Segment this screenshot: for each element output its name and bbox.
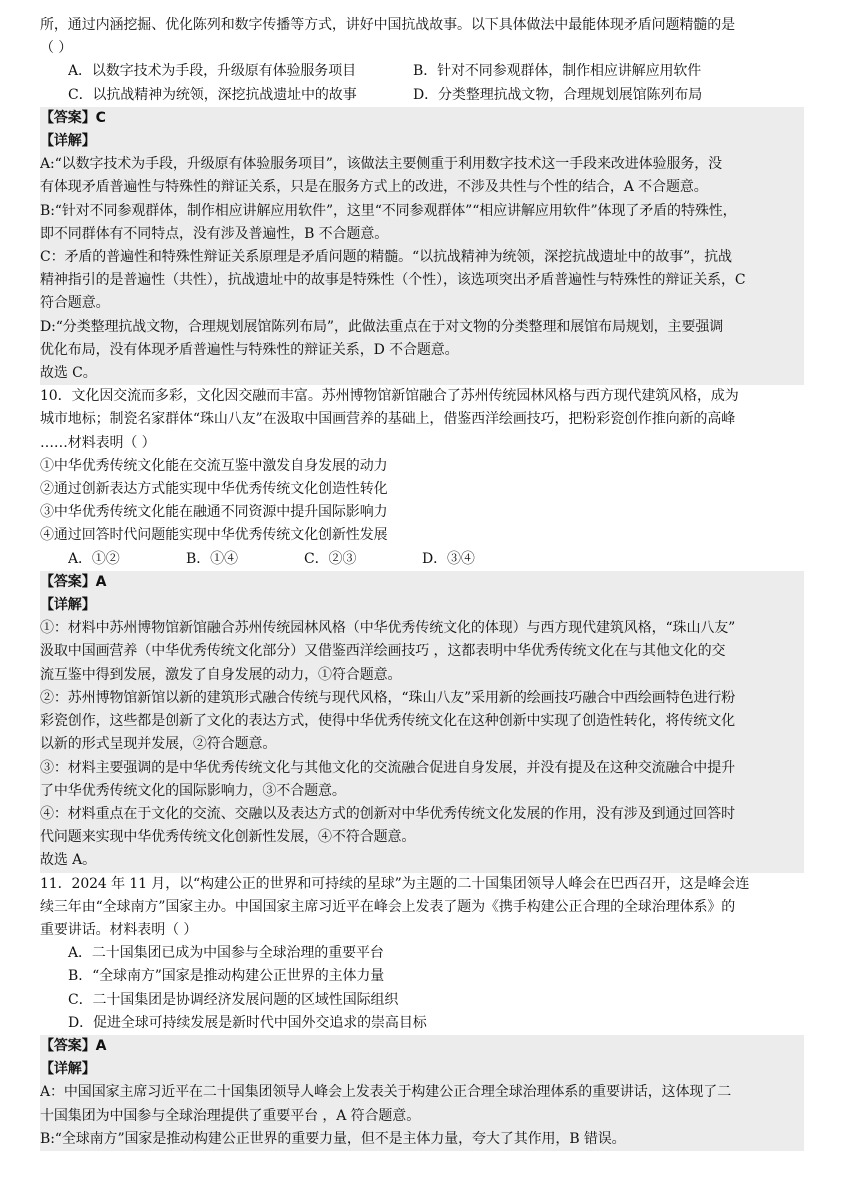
- q9-explanation-line: 符合题意。: [40, 295, 110, 312]
- q9-options-row: [40, 60, 804, 83]
- q10-explanation-line: 汲取中国画营养（中华优秀传统文化部分）又借鉴西洋绘画技巧 ，这都表明中华优秀传统文化在与其他文化的交: [40, 643, 726, 660]
- q10-statement-1: ①中华优秀传统文化能在交流互鉴中激发自身发展的动力: [40, 457, 388, 474]
- q11-option-d: D．促进全球可持续发展是新时代中国外交追求的崇高目标: [68, 1014, 427, 1031]
- q11-answer-section: [40, 1035, 804, 1151]
- q10-detail-label: 【详解】: [40, 597, 96, 614]
- q9-option-c: C．以抗战精神为统领，深挖抗战遗址中的故事: [68, 86, 357, 103]
- q10-explanation-line: 流互鉴中得到发展，激发了自身发展的动力，①符合题意。: [40, 666, 402, 683]
- q9-explanation-line: D:“分类整理抗战文物，合理规划展馆陈列布局”，此做法重点在于对文物的分类整理和展馆布局规划，主要强调: [40, 318, 724, 335]
- q9-detail-label: 【详解】: [40, 133, 96, 150]
- q10-explanation-line: 以新的形式呈现并发展，②符合题意。: [40, 736, 277, 753]
- q10-option-c: C．②③: [304, 550, 357, 567]
- q10-explanation-line: ①：材料中苏州博物馆新馆融合苏州传统园林风格（中华优秀传统文化的体现）与西方现代建筑风格，“珠山八友”: [40, 620, 736, 637]
- q11-option-c: C．二十国集团是协调经济发展问题的区域性国际组织: [68, 991, 399, 1008]
- q11-answer: 【答案】A: [40, 1037, 107, 1054]
- q10-explanation-line: 了中华优秀传统文化的国际影响力，③不合题意。: [40, 782, 346, 799]
- q11-option-a: A．二十国集团已成为中国参与全球治理的重要平台: [68, 945, 384, 962]
- q10-explanation-line: ②：苏州博物馆新馆以新的建筑形式融合传统与现代风格，“珠山八友”采用新的绘画技巧融合中西绘画特色进行粉: [40, 689, 736, 706]
- q9-explanation-line: 有体现矛盾普遍性与特殊性的辩证关系，只是在服务方式上的改进，不涉及共性与个性的结合，A 不合题意。: [40, 179, 708, 196]
- document-page: [40, 14, 804, 1151]
- q9-conclusion: 故选 C。: [40, 365, 97, 382]
- q11-block: [40, 873, 804, 1151]
- q9-explanation-line: 精神指引的是普遍性（共性），抗战遗址中的故事是特殊性（个性），该选项突出矛盾普遍性与特殊性的辩证关系，C: [40, 272, 746, 289]
- q10-stem-line: ……材料表明（ ）: [40, 434, 156, 451]
- q9-explanation-line: C：矛盾的普遍性和特殊性辩证关系原理是矛盾问题的精髓。“以抗战精神为统领，深挖抗战遗址中的故事”，抗战: [40, 249, 732, 266]
- q10-block: [40, 385, 804, 872]
- q9-explanation-line: 优化布局，没有体现矛盾普遍性与特殊性的辩证关系，D 不合题意。: [40, 341, 459, 358]
- q11-explanation-line: 十国集团为中国参与全球治理提供了重要平台 ，A 符合题意。: [40, 1107, 421, 1124]
- q9-option-d: D．分类整理抗战文物，合理规划展馆陈列布局: [413, 86, 703, 103]
- q9-explanation-line: 即不同群体有不同特点，没有涉及普遍性，B 不合题意。: [40, 225, 389, 242]
- q10-stem-line: 城市地标；制瓷名家群体“珠山八友”在汲取中国画营养的基础上，借鉴西洋绘画技巧，把粉彩瓷创作推向新的高峰: [40, 411, 736, 428]
- q10-option-b: B．①④: [186, 550, 238, 567]
- q9-stem-line: （ ）: [40, 40, 73, 57]
- q11-detail-label: 【详解】: [40, 1061, 96, 1078]
- q10-option-d: D．③④: [422, 550, 475, 567]
- q10-option-a: A．①②: [68, 550, 120, 567]
- q10-answer-section: [40, 571, 804, 873]
- q9-options-row: [40, 84, 804, 107]
- q10-statement-3: ③中华优秀传统文化能在融通不同资源中提升国际影响力: [40, 504, 388, 521]
- q11-explanation-line: B:“全球南方”国家是推动构建公正世界的重要力量，但不是主体力量，夸大了其作用，B 错误。: [40, 1130, 626, 1147]
- q9-explanation-line: A:“以数字技术为手段，升级原有体验服务项目”，该做法主要侧重于利用数字技术这一手段来改进体验服务，没: [40, 156, 723, 173]
- q9-option-b: B．针对不同参观群体，制作相应讲解应用软件: [413, 63, 702, 80]
- q10-answer: 【答案】A: [40, 573, 107, 590]
- q10-explanation-line: ④：材料重点在于文化的交流、交融以及表达方式的创新对中华优秀传统文化发展的作用，没有涉及到通过回答时: [40, 805, 735, 822]
- q10-explanation-line: 彩瓷创作，这些都是创新了文化的表达方式，使得中华优秀传统文化在这种创新中实现了创造性转化，将传统文化: [40, 713, 735, 730]
- q11-stem-line: 11．2024 年 11 月，以“构建公正的世界和可持续的星球”为主题的二十国集团领导人峰会在巴西召开，这是峰会连: [40, 875, 750, 892]
- q11-stem-line: 重要讲话。材料表明（ ）: [40, 921, 198, 938]
- q9-stem-line: 所，通过内涵挖掘、优化陈列和数字传播等方式，讲好中国抗战故事。以下具体做法中最能体现矛盾问题精髓的是: [40, 17, 735, 33]
- q11-explanation-line: A：中国国家主席习近平在二十国集团领导人峰会上发表关于构建公正合理全球治理体系的重要讲话，这体现了二: [40, 1084, 732, 1101]
- q9-explanation-line: B:“针对不同参观群体，制作相应讲解应用软件”，这里“不同参观群体”“相应讲解应用软件”体现了矛盾的特殊性，: [40, 202, 737, 219]
- q10-conclusion: 故选 A。: [40, 852, 97, 869]
- q10-options-row: [40, 548, 804, 571]
- q9-answer: 【答案】C: [40, 109, 106, 126]
- q9-answer-section: [40, 107, 804, 385]
- q11-stem-line: 续三年由“全球南方”国家主办。中国国家主席习近平在峰会上发表了题为《携手构建公正合理的全球治理体系》的: [40, 898, 736, 915]
- q10-explanation-line: 代问题来实现中华优秀传统文化创新性发展，④不符合题意。: [40, 829, 416, 846]
- q10-statement-2: ②通过创新表达方式能实现中华优秀传统文化创造性转化: [40, 481, 388, 498]
- q10-explanation-line: ③：材料主要强调的是中华优秀传统文化与其他文化的交流融合促进自身发展，并没有提及在这种交流融合中提升: [40, 759, 735, 776]
- q10-statement-4: ④通过回答时代问题能实现中华优秀传统文化创新性发展: [40, 527, 388, 544]
- q9-block: [40, 14, 804, 385]
- q10-stem-line: 10．文化因交流而多彩，文化因交融而丰富。苏州博物馆新馆融合了苏州传统园林风格与西方现代建筑风格，成为: [40, 388, 739, 405]
- q9-option-a: A．以数字技术为手段，升级原有体验服务项目: [68, 63, 357, 80]
- q11-option-b: B．“全球南方”国家是推动构建公正世界的主体力量: [68, 968, 385, 985]
